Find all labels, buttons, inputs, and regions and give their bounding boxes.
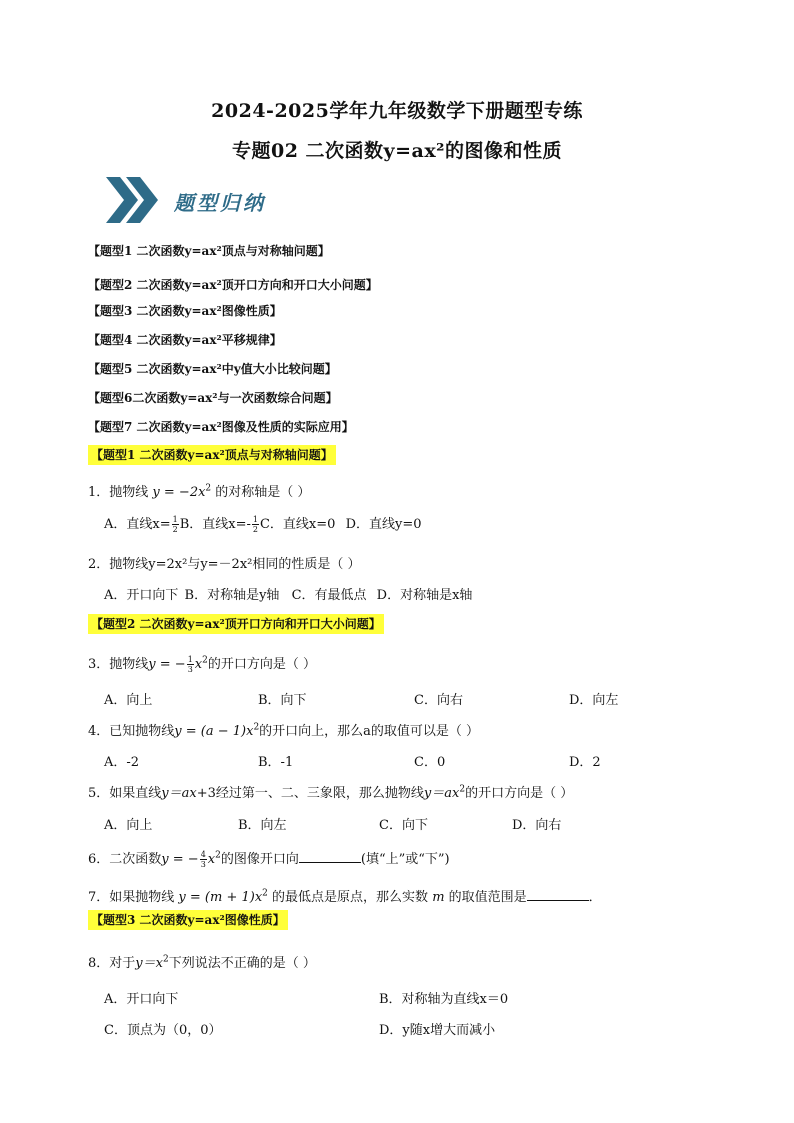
- question-8: 8．对于$y=x^2$下列说法不正确的是（ ）: [88, 954, 316, 971]
- question-1: 1．抛物线 $y = -2x^2$ 的对称轴是（ ）: [88, 483, 311, 500]
- question-2: 2．抛物线y=2x²与y=－2x²相同的性质是（ ）: [88, 557, 361, 572]
- option-a[interactable]: A．开口向下: [104, 588, 179, 603]
- question-5-option-b[interactable]: B．向左: [238, 818, 287, 833]
- question-5-option-a[interactable]: A．向上: [104, 818, 153, 833]
- option-c[interactable]: C．直线x=0: [259, 517, 336, 532]
- toc-item-5[interactable]: 【题型5 二次函数y=ax²中y值大小比较问题】: [88, 362, 337, 376]
- question-3-option-b[interactable]: B．向下: [258, 693, 307, 708]
- question-1-options: [104, 513, 422, 534]
- toc-item-2[interactable]: 【题型2 二次函数y=ax²顶开口方向和开口大小问题】: [88, 278, 378, 292]
- answer-blank[interactable]: [527, 890, 589, 901]
- toc-item-6[interactable]: 【题型6二次函数y=ax²与一次函数综合问题】: [88, 391, 338, 405]
- document-title: 2024-2025学年九年级数学下册题型专练: [211, 100, 583, 122]
- question-8-option-c[interactable]: C．顶点为（0，0）: [104, 1023, 222, 1038]
- toc-item-3[interactable]: 【题型3 二次函数y=ax²图像性质】: [88, 304, 282, 318]
- toc-item-1[interactable]: 【题型1 二次函数y=ax²顶点与对称轴问题】: [88, 244, 330, 258]
- banner-label: 题型归纳: [174, 191, 266, 215]
- option-b[interactable]: B．直线x=- $\frac{1}{2}$: [179, 515, 258, 534]
- question-8-option-b[interactable]: B．对称轴为直线x＝0: [379, 992, 509, 1007]
- question-4-option-b[interactable]: B．-1: [258, 755, 294, 770]
- toc-item-7[interactable]: 【题型7 二次函数y=ax²图像及性质的实际应用】: [88, 420, 354, 434]
- section-heading-2: 【题型2 二次函数y=ax²顶开口方向和开口大小问题】: [88, 614, 384, 634]
- option-a[interactable]: A．直线x= $\frac{1}{2}$: [104, 515, 178, 534]
- question-5-option-c[interactable]: C．向下: [379, 818, 428, 833]
- question-3-option-c[interactable]: C．向右: [414, 693, 463, 708]
- question-7: 7．如果抛物线 $y = (m + 1)x^2$ 的最低点是原点，那么实数 m 的取值范围是 ．: [88, 888, 602, 905]
- question-3-option-a[interactable]: A．向上: [104, 693, 153, 708]
- option-d[interactable]: D．直线y=0: [345, 517, 422, 532]
- question-5-option-d[interactable]: D．向右: [512, 818, 562, 833]
- question-6: 6．二次函数y = − $\frac{4}{3}$ $x^2$的图像开口向 (填“上”或“下”): [88, 850, 450, 869]
- question-5: 5．如果直线y＝ax+3经过第一、二、三象限，那么抛物线$y=ax^2$的开口方向是（ ）: [88, 784, 574, 801]
- section-heading-3: 【题型3 二次函数y=ax²图像性质】: [88, 910, 288, 930]
- option-c[interactable]: C．有最低点: [291, 588, 367, 603]
- question-4-option-d[interactable]: D．2: [569, 755, 601, 770]
- double-chevron-icon: [104, 175, 164, 225]
- option-b[interactable]: B．对称轴是y轴: [184, 588, 280, 603]
- document-subtitle: 专题02 二次函数y=ax²的图像和性质: [232, 140, 562, 162]
- question-8-option-d[interactable]: D．y随x增大而减小: [379, 1023, 496, 1038]
- question-2-options: [104, 584, 472, 603]
- option-d[interactable]: D．对称轴是x轴: [376, 588, 473, 603]
- question-4-option-c[interactable]: C．0: [414, 755, 446, 770]
- question-3-option-d[interactable]: D．向左: [569, 693, 619, 708]
- toc-item-4[interactable]: 【题型4 二次函数y=ax²平移规律】: [88, 333, 282, 347]
- question-4-option-a[interactable]: A．-2: [104, 755, 140, 770]
- section-banner: [104, 175, 404, 225]
- section-heading-1: 【题型1 二次函数y=ax²顶点与对称轴问题】: [88, 445, 336, 465]
- question-8-option-a[interactable]: A．开口向下: [104, 992, 179, 1007]
- question-3: 3．抛物线y = − $\frac{1}{3}$ $x^2$的开口方向是（ ）: [88, 655, 316, 674]
- answer-blank[interactable]: [299, 852, 361, 863]
- question-4: 4．已知抛物线$y = (a - 1)x^2$的开口向上，那么a的取值可以是（ ）: [88, 722, 480, 739]
